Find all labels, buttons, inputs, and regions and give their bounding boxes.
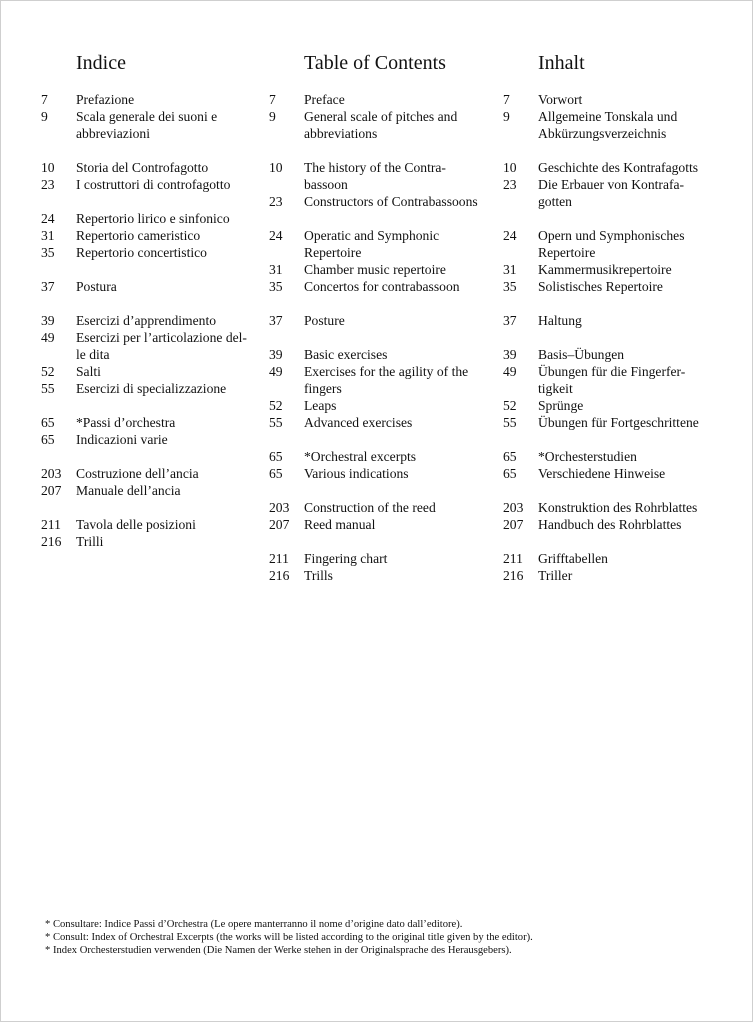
- entry-title-line: Advanced exercises: [304, 415, 413, 430]
- page-number: 203: [269, 500, 290, 515]
- entry-title: [76, 329, 267, 363]
- page-number: 49: [503, 364, 517, 379]
- entry-title-line: Übungen für Fortgeschrittene: [538, 415, 699, 430]
- page-number: 65: [503, 449, 517, 464]
- toc-entry: [41, 91, 267, 108]
- entry-title: [538, 516, 749, 533]
- section-gap: [269, 533, 499, 550]
- toc-entry: [41, 329, 267, 363]
- column-german: [503, 51, 749, 584]
- entry-title: [538, 312, 749, 329]
- toc-entry: [41, 210, 267, 227]
- section-gap: [269, 210, 499, 227]
- entry-title-line: abbreviations: [304, 126, 378, 141]
- entry-title-line: Repertorio cameristico: [76, 228, 201, 243]
- toc-entry: [503, 397, 749, 414]
- section-gap: [269, 329, 499, 346]
- toc-entry: [503, 227, 749, 261]
- entry-title-line: Opern und Symphonisches: [538, 228, 685, 243]
- entry-title-line: Indicazioni varie: [76, 432, 168, 447]
- entry-title-line: fingers: [304, 381, 342, 396]
- section-gap: [41, 193, 267, 210]
- toc-entry: [503, 363, 749, 397]
- entry-title: [538, 91, 749, 108]
- section-gap: [41, 397, 267, 414]
- page-number: 65: [41, 415, 55, 430]
- toc-entry: [41, 414, 267, 431]
- entry-title-line: gotten: [538, 194, 572, 209]
- toc-entry: [503, 312, 749, 329]
- toc-entry: [503, 278, 749, 295]
- toc-entry: [503, 499, 749, 516]
- toc-entry: [503, 550, 749, 567]
- entry-title-line: *Orchestral excerpts: [304, 449, 417, 464]
- section-gap: [269, 142, 499, 159]
- section-gap: [503, 295, 749, 312]
- page-number: 7: [503, 92, 510, 107]
- page-number: 9: [41, 109, 48, 124]
- toc-entry: [269, 363, 499, 397]
- entry-title-line: Construction of the reed: [304, 500, 436, 515]
- toc-entry: [269, 448, 499, 465]
- toc-entry: [269, 159, 499, 193]
- entry-title-line: Verschiedene Hinweise: [538, 466, 666, 481]
- toc-list: [269, 91, 499, 584]
- entry-title: [76, 482, 267, 499]
- column-title: Inhalt: [538, 52, 585, 74]
- entry-title-line: Posture: [304, 313, 345, 328]
- toc-list: [41, 91, 267, 550]
- column-title: Indice: [76, 52, 126, 74]
- page-number: 10: [41, 160, 55, 175]
- section-gap: [503, 431, 749, 448]
- page-number: 39: [41, 313, 55, 328]
- entry-title-line: Storia del Controfagotto: [76, 160, 209, 175]
- page-number: 211: [41, 517, 61, 532]
- section-gap: [503, 482, 749, 499]
- page-number: 216: [503, 568, 524, 583]
- toc-entry: [503, 516, 749, 533]
- entry-title-line: abbreviazioni: [76, 126, 150, 141]
- page-number: 203: [41, 466, 62, 481]
- entry-title: [76, 363, 267, 380]
- toc-entry: [269, 312, 499, 329]
- entry-title-line: Various indications: [304, 466, 409, 481]
- page-number: 31: [41, 228, 55, 243]
- page-number: 35: [503, 279, 517, 294]
- page-number: 31: [503, 262, 517, 277]
- page-number: 203: [503, 500, 524, 515]
- entry-title-line: Scala generale dei suoni e: [76, 109, 218, 124]
- entry-title-line: Kammermusikrepertoire: [538, 262, 672, 277]
- section-gap: [41, 448, 267, 465]
- entry-title: [538, 108, 749, 142]
- entry-title-line: Basis–Übungen: [538, 347, 625, 362]
- entry-title: [538, 346, 749, 363]
- entry-title-line: Geschichte des Kontrafagotts: [538, 160, 699, 175]
- page-number: 31: [269, 262, 283, 277]
- toc-entry: [269, 516, 499, 533]
- entry-title-line: Die Erbauer von Kontrafa-: [538, 177, 685, 192]
- section-gap: [41, 499, 267, 516]
- entry-title: [304, 312, 499, 329]
- toc-entry: [41, 244, 267, 261]
- toc-entry: [503, 567, 749, 584]
- toc-entry: [503, 91, 749, 108]
- entry-title-line: Repertorio concertistico: [76, 245, 207, 260]
- section-gap: [41, 142, 267, 159]
- toc-entry: [41, 227, 267, 244]
- entry-title: [538, 159, 749, 176]
- entry-title-line: Trilli: [76, 534, 104, 549]
- page-number: 24: [41, 211, 55, 226]
- entry-title-line: Handbuch des Rohrblattes: [538, 517, 682, 532]
- entry-title-line: Sprünge: [538, 398, 584, 413]
- entry-title: [304, 567, 499, 584]
- toc-entry: [41, 482, 267, 499]
- footnote: * Index Orchesterstudien verwenden (Die Namen der Werke stehen in der Originalsprache des Herausgebers).: [45, 945, 512, 956]
- toc-entry: [503, 261, 749, 278]
- toc-entry: [503, 159, 749, 176]
- entry-title: [304, 193, 499, 210]
- entry-title: [304, 261, 499, 278]
- entry-title-line: *Orchesterstudien: [538, 449, 637, 464]
- section-gap: [269, 431, 499, 448]
- toc-entry: [503, 346, 749, 363]
- entry-title-line: Salti: [76, 364, 101, 379]
- entry-title-line: Tavola delle posizioni: [76, 517, 196, 532]
- toc-entry: [269, 346, 499, 363]
- page-number: 37: [503, 313, 517, 328]
- entry-title-line: Chamber music repertoire: [304, 262, 446, 277]
- entry-title-line: Postura: [76, 279, 117, 294]
- toc-entry: [41, 108, 267, 142]
- page-number: 35: [269, 279, 283, 294]
- entry-title: [76, 227, 267, 244]
- entry-title: [304, 465, 499, 482]
- page-number: 35: [41, 245, 55, 260]
- toc-entry: [269, 193, 499, 210]
- page-number: 211: [503, 551, 523, 566]
- page-number: 24: [269, 228, 283, 243]
- footnotes: [45, 918, 745, 957]
- toc-entry: [269, 465, 499, 482]
- entry-title: [304, 397, 499, 414]
- page-number: 65: [503, 466, 517, 481]
- toc-entry: [269, 278, 499, 295]
- entry-title-line: Esercizi d’apprendimento: [76, 313, 217, 328]
- entry-title-line: Abkürzungsverzeichnis: [538, 126, 667, 141]
- toc-entry: [269, 550, 499, 567]
- entry-title-line: Fingering chart: [304, 551, 388, 566]
- entry-title: [304, 550, 499, 567]
- toc-entry: [503, 465, 749, 482]
- entry-title: [304, 448, 499, 465]
- section-gap: [503, 210, 749, 227]
- entry-title-line: Concertos for contrabassoon: [304, 279, 460, 294]
- entry-title: [76, 210, 267, 227]
- toc-entry: [269, 414, 499, 431]
- toc-entry: [269, 261, 499, 278]
- toc-entry: [503, 448, 749, 465]
- entry-title: [76, 414, 267, 431]
- page-number: 49: [41, 330, 55, 345]
- page-number: 37: [41, 279, 55, 294]
- page-number: 52: [41, 364, 55, 379]
- entry-title: [76, 278, 267, 295]
- page-number: 65: [269, 449, 283, 464]
- entry-title-line: Leaps: [304, 398, 337, 413]
- page-number: 55: [41, 381, 55, 396]
- entry-title-line: Repertoire: [538, 245, 596, 260]
- entry-title-line: le dita: [76, 347, 110, 362]
- entry-title: [538, 499, 749, 516]
- entry-title: [304, 363, 499, 397]
- entry-title: [538, 176, 749, 210]
- entry-title-line: Haltung: [538, 313, 582, 328]
- entry-title-line: Manuale dell’ancia: [76, 483, 181, 498]
- page-number: 52: [503, 398, 517, 413]
- page-number: 207: [503, 517, 524, 532]
- page-number: 216: [41, 534, 62, 549]
- entry-title: [76, 312, 267, 329]
- page-number: 49: [269, 364, 283, 379]
- entry-title-line: Triller: [538, 568, 573, 583]
- entry-title-line: Operatic and Symphonic: [304, 228, 440, 243]
- entry-title: [304, 108, 499, 142]
- page-number: 10: [269, 160, 283, 175]
- page-number: 10: [503, 160, 517, 175]
- entry-title: [76, 516, 267, 533]
- entry-title: [304, 227, 499, 261]
- section-gap: [269, 482, 499, 499]
- entry-title-line: I costruttori di controfagotto: [76, 177, 231, 192]
- entry-title: [538, 227, 749, 261]
- entry-title: [76, 91, 267, 108]
- toc-entry: [41, 312, 267, 329]
- entry-title: [304, 159, 499, 193]
- entry-title: [304, 91, 499, 108]
- page-number: 23: [269, 194, 283, 209]
- page-number: 39: [269, 347, 283, 362]
- toc-entry: [269, 227, 499, 261]
- toc-entry: [41, 159, 267, 176]
- entry-title-line: Constructors of Contrabassoons: [304, 194, 478, 209]
- column-italian: [41, 51, 267, 550]
- entry-title: [304, 346, 499, 363]
- page-number: 24: [503, 228, 517, 243]
- toc-entry: [41, 465, 267, 482]
- entry-title-line: Übungen für die Fingerfer-: [538, 364, 686, 379]
- section-gap: [503, 533, 749, 550]
- entry-title-line: Prefazione: [76, 92, 135, 107]
- section-gap: [269, 295, 499, 312]
- toc-entry: [41, 380, 267, 397]
- entry-title-line: tigkeit: [538, 381, 573, 396]
- footnote: * Consult: Index of Orchestral Excerpts (the works will be listed according to the original title given by the editor).: [45, 932, 533, 943]
- entry-title: [304, 278, 499, 295]
- entry-title-line: Konstruktion des Rohrblattes: [538, 500, 698, 515]
- entry-title-line: Basic exercises: [304, 347, 388, 362]
- entry-title-line: Exercises for the agility of the: [304, 364, 469, 379]
- entry-title: [538, 363, 749, 397]
- entry-title: [76, 380, 267, 397]
- toc-entry: [269, 567, 499, 584]
- toc-entry: [41, 176, 267, 193]
- column-title: Table of Contents: [304, 52, 446, 74]
- toc-list: [503, 91, 749, 584]
- entry-title: [538, 465, 749, 482]
- entry-title: [538, 550, 749, 567]
- entry-title-line: Esercizi per l’articolazione del-: [76, 330, 247, 345]
- toc-entry: [503, 414, 749, 431]
- entry-title: [304, 516, 499, 533]
- footnote: * Consultare: Indice Passi d’Orchestra (Le opere manterranno il nome d’origine dato dall’editore).: [45, 919, 463, 930]
- page-number: 55: [503, 415, 517, 430]
- section-gap: [503, 329, 749, 346]
- toc-entry: [269, 499, 499, 516]
- section-gap: [41, 261, 267, 278]
- entry-title-line: Esercizi di specializzazione: [76, 381, 227, 396]
- entry-title: [76, 176, 267, 193]
- toc-entry: [503, 108, 749, 142]
- entry-title-line: Grifftabellen: [538, 551, 608, 566]
- entry-title: [538, 414, 749, 431]
- entry-title-line: Trills: [304, 568, 333, 583]
- entry-title-line: Vorwort: [538, 92, 583, 107]
- page-number: 65: [269, 466, 283, 481]
- section-gap: [41, 295, 267, 312]
- entry-title-line: The history of the Contra-: [304, 160, 446, 175]
- page-number: 65: [41, 432, 55, 447]
- page-number: 55: [269, 415, 283, 430]
- entry-title-line: Allgemeine Tonskala und: [538, 109, 678, 124]
- entry-title-line: Costruzione dell’ancia: [76, 466, 199, 481]
- entry-title-line: Repertoire: [304, 245, 362, 260]
- entry-title: [76, 465, 267, 482]
- page-number: 207: [41, 483, 62, 498]
- entry-title: [304, 499, 499, 516]
- page-number: 216: [269, 568, 290, 583]
- toc-entry: [41, 516, 267, 533]
- page-number: 9: [269, 109, 276, 124]
- entry-title: [538, 448, 749, 465]
- page-number: 207: [269, 517, 290, 532]
- column-english: [269, 51, 499, 584]
- page-number: 23: [41, 177, 55, 192]
- entry-title-line: Preface: [304, 92, 345, 107]
- entry-title: [76, 108, 267, 142]
- toc-entry: [41, 533, 267, 550]
- page-number: 23: [503, 177, 517, 192]
- page-number: 52: [269, 398, 283, 413]
- entry-title: [76, 431, 267, 448]
- entry-title: [76, 159, 267, 176]
- page-number: 7: [269, 92, 276, 107]
- page-number: 7: [41, 92, 48, 107]
- page-number: 9: [503, 109, 510, 124]
- section-gap: [503, 142, 749, 159]
- toc-entry: [41, 431, 267, 448]
- entry-title: [76, 533, 267, 550]
- toc-entry: [41, 278, 267, 295]
- entry-title-line: Repertorio lirico e sinfonico: [76, 211, 230, 226]
- page-number: 211: [269, 551, 289, 566]
- entry-title-line: General scale of pitches and: [304, 109, 458, 124]
- entry-title-line: Solistisches Repertoire: [538, 279, 663, 294]
- toc-entry: [41, 363, 267, 380]
- entry-title-line: *Passi d’orchestra: [76, 415, 176, 430]
- page-number: 39: [503, 347, 517, 362]
- entry-title: [538, 397, 749, 414]
- entry-title-line: bassoon: [304, 177, 348, 192]
- page-number: 37: [269, 313, 283, 328]
- entry-title: [538, 567, 749, 584]
- entry-title: [538, 261, 749, 278]
- toc-entry: [269, 91, 499, 108]
- toc-entry: [269, 108, 499, 142]
- toc-entry: [503, 176, 749, 210]
- entry-title: [538, 278, 749, 295]
- entry-title: [304, 414, 499, 431]
- toc-entry: [269, 397, 499, 414]
- entry-title-line: Reed manual: [304, 517, 376, 532]
- entry-title: [76, 244, 267, 261]
